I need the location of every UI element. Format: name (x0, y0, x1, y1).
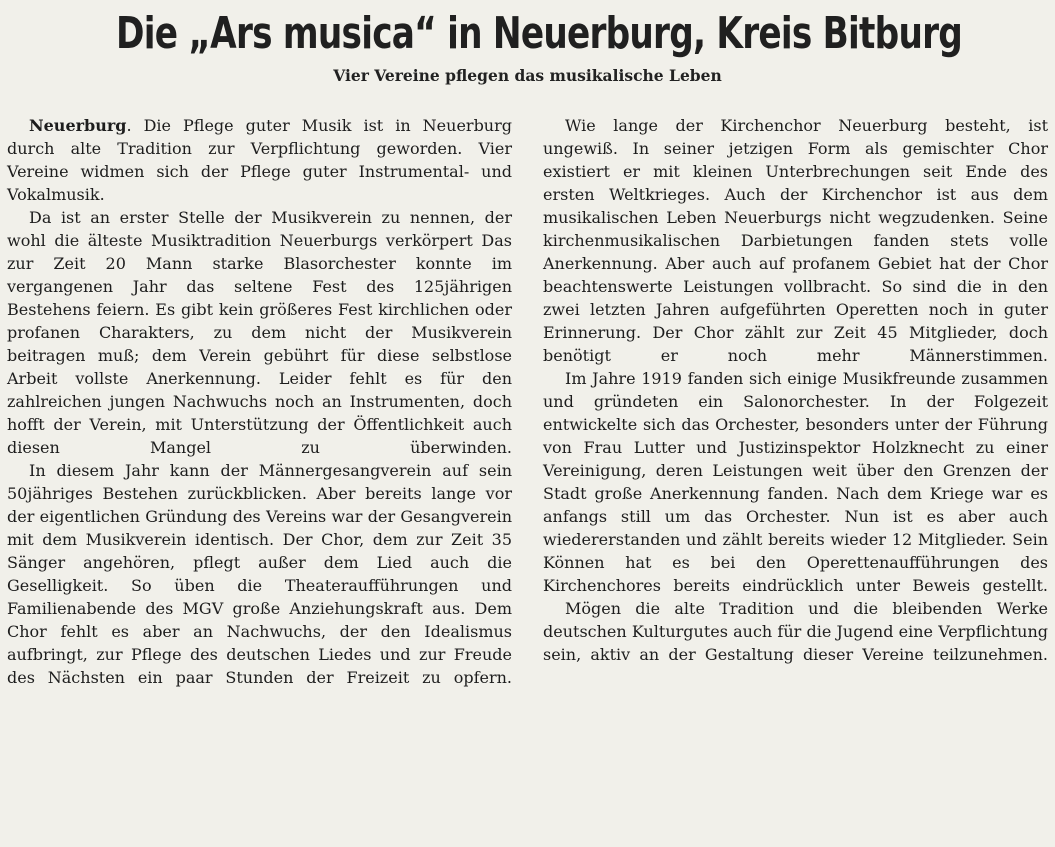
paragraph-conclusion: Mögen die alte Tradition und die bleibenden Werke deutschen Kulturgutes auch für die Jugend eine Verpflichtung sein, aktiv an der Gestaltung dieser Vereine teilzunehmen. (543, 599, 1048, 664)
right-column (543, 114, 1048, 666)
paragraph-salonorchester: Im Jahre 1919 fanden sich einige Musikfreunde zusammen und gründeten ein Salonorchester. In der Folgezeit entwickelte sich das Orchester, besonders unter der Führung von Frau Lutter und Justizinspektor Holzknecht zu einer Vereinigung, deren Leistungen weit über den Grenzen der Stadt große Anerkennung fanden. Nach dem Kriege war es anfangs still um das Orchester. Nun ist es aber auch wiedererstanden und zählt bereits wieder 12 Mitglieder. Sein Können hat es bei den Operettenaufführungen des Kirchenchores bereits eindrücklich unter Beweis gestellt. (543, 369, 1048, 595)
left-column (7, 114, 512, 689)
article-headline: Die „Ars musica“ in Neuerburg, Kreis Bitburg (116, 8, 963, 59)
article-subheadline: Vier Vereine pflegen das musikalische Leben (333, 66, 722, 85)
paragraph-maennergesangverein: In diesem Jahr kann der Männergesangverein auf sein 50jähriges Bestehen zurückblicken. Aber bereits lange vor der eigentlichen Gründung des Vereins war der Gesangverein mit dem Musikverein identisch. Der Chor, dem zur Zeit 35 Sänger angehören, pflegt außer dem Lied auch die Geselligkeit. So üben die Theateraufführungen und Familienabende des MGV große Anziehungskraft aus. Dem Chor fehlt es aber an Nachwuchs, der den Idealismus aufbringt, zur Pflege des deutschen Liedes und zur Freude des Nächsten ein paar Stunden der Freizeit zu opfern. (7, 461, 512, 687)
paragraph-musikverein: Da ist an erster Stelle der Musikverein zu nennen, der wohl die älteste Musiktradition Neuerburgs verkörpert Das zur Zeit 20 Mann starke Blasorchester konnte im vergangenen Jahr das seltene Fest des 125jährigen Bestehens feiern. Es gibt kein größeres Fest kirchlichen oder profanen Charakters, zu dem nicht der Musikverein beitragen muß; dem Verein gebührt für diese selbstlose Arbeit vollste Anerkennung. Leider fehlt es für den zahlreichen jungen Nachwuchs noch an Instrumenten, doch hofft der Verein, mit Unterstützung der Öffentlichkeit auch diesen Mangel zu überwinden. (7, 208, 512, 457)
paragraph-kirchenchor: Wie lange der Kirchenchor Neuerburg besteht, ist ungewiß. In seiner jetzigen Form als gemischter Chor existiert er mit kleinen Unterbrechungen seit Ende des ersten Weltkrieges. Auch der Kirchenchor ist aus dem musikalischen Leben Neuerburgs nicht wegzudenken. Seine kirchenmusikalischen Darbietungen fanden stets volle Anerkennung. Aber auch auf profanem Gebiet hat der Chor beachtenswerte Leistungen vollbracht. So sind die in den zwei letzten Jahren aufgeführten Operetten noch in guter Erinnerung. Der Chor zählt zur Zeit 45 Mitglieder, doch benötigt er noch mehr Männerstimmen. (543, 116, 1048, 365)
paragraph-intro-text: . Die Pflege guter Musik ist in Neuerburg durch alte Tradition zur Verpflichtung geworden. Vier Vereine widmen sich der Pflege guter Instrumental- und Vokalmusik. (7, 116, 512, 204)
paragraph-intro (7, 114, 512, 206)
dateline: Neuerburg (29, 116, 127, 135)
